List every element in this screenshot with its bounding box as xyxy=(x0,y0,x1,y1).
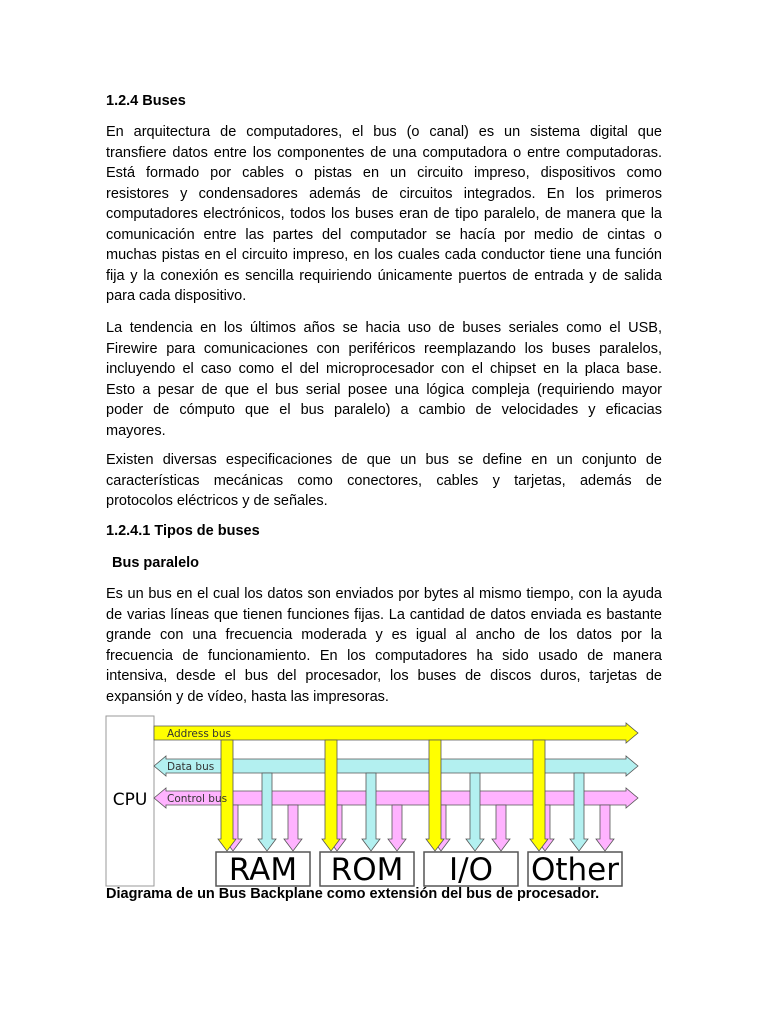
text-line: En arquitectura de computadores, el bus (o canal) es un sistema digital que xyxy=(106,124,662,140)
text-line: incluyendo el caso como el del microprocesador con el chipset en la placa base. xyxy=(106,361,662,377)
text-line: Existen diversas especificaciones de que un bus se define en un conjunto de xyxy=(106,452,662,468)
text-line: computadores electrónicos, todos los buses eran de tipo paralelo, de manera que la xyxy=(106,206,662,222)
data-drop xyxy=(570,773,588,851)
subsection-heading: 1.2.4.1 Tipos de buses xyxy=(106,523,260,539)
text-line: mayores. xyxy=(106,422,166,439)
text-line: comunicación entre las partes del computador se hacía por medio de cintas o xyxy=(106,226,662,243)
address-drop xyxy=(530,740,548,851)
text-line: para cada dispositivo. xyxy=(106,288,247,304)
text-line: de varias líneas que tienen funciones fijas. La cantidad de datos enviada es bastante xyxy=(106,606,662,623)
text-line: frecuencia de funcionamiento. En los computadores ha sido usado de manera xyxy=(106,647,662,664)
rom-label: ROM xyxy=(330,852,404,888)
cpu-label: CPU xyxy=(112,790,148,810)
data-drop xyxy=(258,773,276,851)
text-line: Es un bus en el cual los datos son enviados por bytes al mismo tiempo, con la ayuda xyxy=(106,586,662,602)
control-drop xyxy=(388,805,406,851)
text-line: expansión y de vídeo, hasta las impresoras. xyxy=(106,688,389,705)
text-line: muchas pistas en el circuito impreso, en los cuales cada conductor tiene una función xyxy=(106,247,662,263)
paragraph-2 xyxy=(106,318,662,441)
paragraph-1 xyxy=(106,122,662,307)
control-drop xyxy=(596,805,614,851)
control-drop xyxy=(492,805,510,851)
io-label: I/O xyxy=(449,852,493,888)
section-heading: 1.2.4 Buses xyxy=(106,93,186,109)
control-bus-label: Control bus xyxy=(167,793,228,805)
other-label: Other xyxy=(530,852,620,888)
text-line: Firewire para comunicaciones con periféricos reemplazando los buses paralelos, xyxy=(106,340,662,357)
text-line: resistores y condensadores además de circuitos integrados. En los primeros xyxy=(106,185,662,202)
text-line: intensiva, desde el bus del procesador, los buses de discos duros, tarjetas de xyxy=(106,668,662,684)
control-drop xyxy=(284,805,302,851)
text-line: poder de cómputo que el bus paralelo) a cambio de velocidades y eficacias xyxy=(106,402,662,418)
ram-label: RAM xyxy=(228,852,298,888)
text-line: protocolos eléctricos y de señales. xyxy=(106,493,328,509)
data-drop xyxy=(466,773,484,851)
bus-diagram xyxy=(100,710,660,890)
text-line: fija y la conexión es sencilla requiriendo únicamente puertos de entrada y de salida xyxy=(106,267,662,284)
data-drop xyxy=(362,773,380,851)
address-drop xyxy=(322,740,340,851)
address-bus-label: Address bus xyxy=(167,728,231,740)
text-line: transfiere datos entre los componentes de una computadora o entre computadoras. xyxy=(106,144,662,161)
address-drop xyxy=(426,740,444,851)
data-bus-label: Data bus xyxy=(167,761,215,773)
text-line: Esto a pesar de que el bus serial posee una lógica compleja (requiriendo mayor xyxy=(106,381,662,398)
text-line: grande con una frecuencia moderada y es igual al ancho de los datos por la xyxy=(106,627,662,643)
bus-paralelo-heading: Bus paralelo xyxy=(112,555,200,571)
paragraph-3 xyxy=(106,450,662,512)
diagram-caption: Diagrama de un Bus Backplane como extensión del bus de procesador. xyxy=(106,886,600,902)
text-line: La tendencia en los últimos años se hacia uso de buses seriales como el USB, xyxy=(106,320,662,336)
bus-paralelo-paragraph xyxy=(106,584,662,707)
text-line: Está formado por cables o pistas en un circuito impreso, dispositivos como xyxy=(106,165,662,181)
text-line: características mecánicas como conectores, cables y tarjetas, además de xyxy=(106,472,662,489)
